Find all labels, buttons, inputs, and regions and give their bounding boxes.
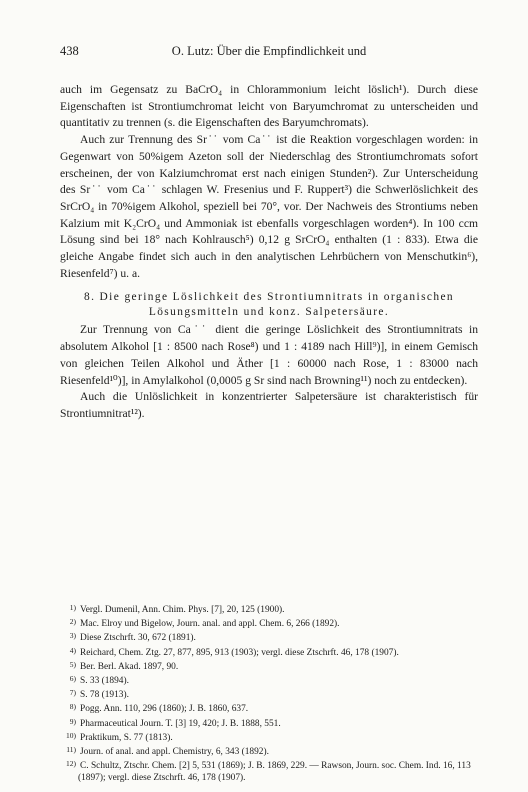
footnote-text: S. 78 (1913). — [80, 690, 129, 701]
footnote-mark: 11) — [66, 745, 76, 755]
footnote-mark: 3) — [69, 631, 76, 641]
footnote — [60, 716, 478, 730]
footnote-mark: 7) — [69, 688, 76, 698]
section-heading: 8. Die geringe Löslichkeit des Strontiumnitrats in organischen Lösungsmitteln und konz. Salpetersäure. — [83, 291, 455, 319]
footnote-text: C. Schultz, Ztschr. Chem. [2] 5, 531 (1869); J. B. 1869, 229. — Rawson, Journ. soc. Chem. Ind. 16, 113 (1897); vergl. diese Ztschrft. 46, 178 (1907). — [78, 761, 471, 784]
footnote — [60, 687, 478, 701]
footnote-mark: 12) — [66, 759, 76, 769]
footnote-text: Praktikum, S. 77 (1813). — [80, 732, 173, 743]
footnote — [60, 645, 478, 659]
footnote-text: Diese Ztschrft. 30, 672 (1891). — [80, 633, 196, 644]
footnote-mark: 5) — [69, 659, 76, 669]
footnote — [60, 744, 478, 758]
paragraph-1: auch im Gegensatz zu BaCrO₄ in Chlorammonium leicht löslich¹). Durch diese Eigenschaften ist Strontiumchromat leicht von Baryumchromat zu unterscheiden und quantitativ zu trennen (s. die Eigenschaften des Baryumchromats). — [60, 83, 478, 130]
footnote-mark: 10) — [66, 730, 76, 740]
footnote-text: Vergl. Dumenil, Ann. Chim. Phys. [7], 20, 125 (1900). — [80, 605, 285, 615]
footnote-text: Mac. Elroy und Bigelow, Journ. anal. and appl. Chem. 6, 266 (1892). — [80, 619, 340, 630]
footnote — [60, 673, 478, 687]
footnote-text: Pogg. Ann. 110, 296 (1860); J. B. 1860, 637. — [80, 704, 249, 715]
footnote-mark: 8) — [69, 702, 76, 712]
paragraph-4: Auch die Unlöslichkeit in konzentrierter Salpetersäure ist charakteristisch für Strontiumnitrat¹²). — [60, 390, 478, 420]
footnote — [60, 616, 478, 630]
footnote-text: Pharmaceutical Journ. T. [3] 19, 420; J. B. 1888, 551. — [80, 718, 281, 729]
footnote — [60, 659, 478, 673]
footnote-text: Journ. of anal. and appl. Chemistry, 6, 343 (1892). — [80, 747, 269, 758]
footnote — [60, 730, 478, 744]
footnote-mark: 1) — [69, 603, 76, 612]
footnote — [60, 602, 478, 616]
footnote-mark: 2) — [69, 617, 76, 627]
footnote-text: S. 33 (1894). — [80, 676, 129, 687]
footnote — [60, 758, 478, 784]
page-header — [60, 44, 478, 60]
footnote-text: Ber. Berl. Akad. 1897, 90. — [80, 661, 179, 672]
footnote-mark: 9) — [69, 716, 76, 726]
footnote — [60, 630, 478, 644]
paragraph-2: Auch zur Trennung des Sr˙˙ vom Ca˙˙ ist die Reaktion vorgeschlagen worden: in Gegenwart von 50%igem Azeton soll der Niederschlag des Strontiumchromats sofort erscheinen, der von Kalziumchromat erst nach einigen Stunden²). Zur Unterscheidung des Sr˙˙ vom Ca˙˙ schlagen W. Fresenius und F. Ruppert³) die Schwerlöslichkeit des SrCrO₄ in 70%igem Alkohol, speziell bei 70°, vor. Der Nachweis des Strontiums neben Kalzium mit K₂CrO₄ und Ammoniak ist ebenfalls vorgeschlagen worden⁴). In 100 ccm Lösung sind bei 18° nach Kohlrausch⁵) 0,12 g SrCrO₄ enthalten (1 : 833). Etwa die gleiche Angabe findet sich auch in den analytischen Lehrbüchern von Menschutkin⁶), Riesenfeld⁷) u. a. — [60, 133, 478, 280]
running-head: O. Lutz: Über die Empfindlichkeit und — [171, 44, 367, 58]
footnote-text: Reichard, Chem. Ztg. 27, 877, 895, 913 (1903); vergl. diese Ztschrft. 46, 178 (1907). — [80, 647, 399, 658]
body-text — [60, 82, 478, 423]
footnote-mark: 4) — [69, 645, 76, 655]
footnote — [60, 701, 478, 715]
page-number: 438 — [60, 44, 79, 58]
paragraph-3: Zur Trennung von Ca˙˙ dient die geringe Löslichkeit des Strontiumnitrats in absolutem Alkohol [1 : 8500 nach Rose⁸) und 1 : 4189 nach Hill⁹)], in einem Gemisch von gleichen Teilen Alkohol und Äther [1 : 60000 nach Rose, 1 : 83000 nach Riesenfeld¹⁰)], in Amylalkohol (0,0005 g Sr sind nach Browning¹¹) noch zu entdecken). — [60, 323, 478, 387]
footnote-mark: 6) — [69, 674, 76, 684]
footnotes — [60, 602, 478, 785]
